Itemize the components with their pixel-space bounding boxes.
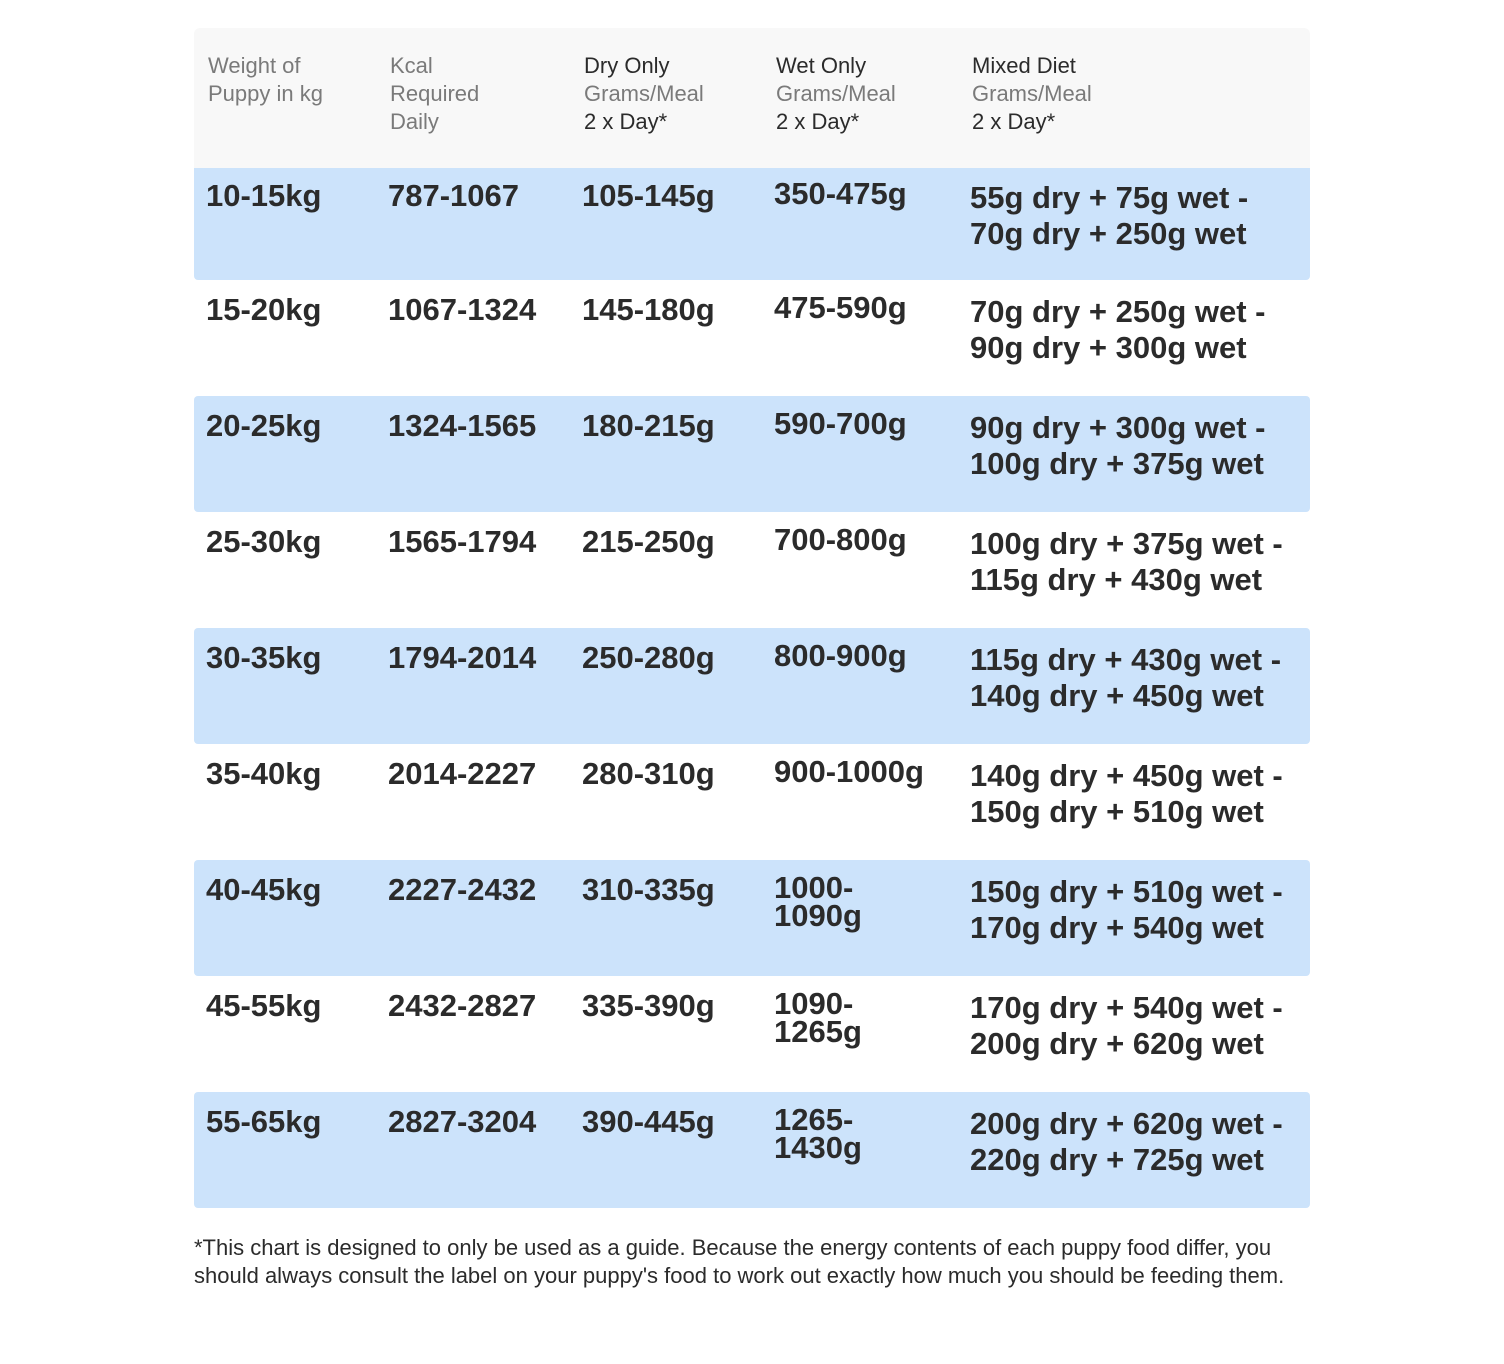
footnote: *This chart is designed to only be used as a guide. Because the energy contents of each puppy food differ, you should always consult the label on your puppy's food to work out exactly how much you should be feeding them. xyxy=(194,1235,1285,1288)
table-row xyxy=(194,628,1310,744)
cell-mixed-line1: 70g dry + 250g wet - xyxy=(970,294,1266,329)
cell-dry: 105-145g xyxy=(582,178,715,213)
cell-mixed-line1: 150g dry + 510g wet - xyxy=(970,874,1283,909)
cell-kcal: 2227-2432 xyxy=(388,872,537,907)
cell-kcal: 2432-2827 xyxy=(388,988,537,1023)
cell-mixed-line2: 200g dry + 620g wet xyxy=(970,1026,1264,1061)
cell-mixed xyxy=(958,758,1310,860)
cell-mixed xyxy=(958,294,1310,396)
cell-mixed xyxy=(958,1106,1310,1208)
cell-mixed-line2: 90g dry + 300g wet xyxy=(970,330,1247,365)
cell-kcal: 1565-1794 xyxy=(388,524,537,559)
feeding-table xyxy=(194,28,1310,1208)
cell-wet: 475-590g xyxy=(774,290,907,325)
table-row xyxy=(194,512,1310,628)
cell-weight: 20-25kg xyxy=(206,408,322,443)
cell-mixed xyxy=(958,410,1310,512)
table-row xyxy=(194,280,1310,396)
header-kcal: Kcal Required Daily xyxy=(390,53,480,134)
cell-dry: 335-390g xyxy=(582,988,715,1023)
table-body xyxy=(194,168,1310,1208)
cell-kcal: 1067-1324 xyxy=(388,292,537,327)
cell-wet: 1000- 1090g xyxy=(774,870,862,933)
cell-kcal: 2014-2227 xyxy=(388,756,537,791)
table-row xyxy=(194,976,1310,1092)
cell-mixed-line2: 220g dry + 725g wet xyxy=(970,1142,1264,1177)
cell-mixed xyxy=(958,990,1310,1092)
cell-mixed xyxy=(958,642,1310,744)
cell-mixed-line1: 140g dry + 450g wet - xyxy=(970,758,1283,793)
cell-dry: 180-215g xyxy=(582,408,715,443)
cell-wet: 350-475g xyxy=(774,176,907,211)
cell-mixed-line2: 70g dry + 250g wet xyxy=(970,216,1247,251)
cell-dry: 145-180g xyxy=(582,292,715,327)
table-header xyxy=(194,28,1310,168)
cell-weight: 15-20kg xyxy=(206,292,322,327)
table-row xyxy=(194,168,1310,280)
cell-wet: 900-1000g xyxy=(774,754,924,789)
cell-dry: 215-250g xyxy=(582,524,715,559)
cell-wet: 590-700g xyxy=(774,406,907,441)
cell-weight: 45-55kg xyxy=(206,988,322,1023)
cell-mixed-line2: 115g dry + 430g wet xyxy=(970,562,1263,597)
cell-mixed-line1: 100g dry + 375g wet - xyxy=(970,526,1283,561)
cell-wet: 800-900g xyxy=(774,638,907,673)
cell-dry: 250-280g xyxy=(582,640,715,675)
cell-weight: 55-65kg xyxy=(206,1104,322,1139)
cell-mixed xyxy=(958,874,1310,976)
cell-kcal: 2827-3204 xyxy=(388,1104,537,1139)
cell-mixed-line1: 90g dry + 300g wet - xyxy=(970,410,1266,445)
cell-kcal: 1794-2014 xyxy=(388,640,537,675)
cell-dry: 280-310g xyxy=(582,756,715,791)
table-row xyxy=(194,1092,1310,1208)
header-wet-only: Wet Only Grams/Meal 2 x Day* xyxy=(776,53,896,134)
cell-mixed xyxy=(958,180,1310,280)
cell-mixed-line1: 170g dry + 540g wet - xyxy=(970,990,1283,1025)
table-row xyxy=(194,744,1310,860)
table-row xyxy=(194,860,1310,976)
cell-mixed-line2: 150g dry + 510g wet xyxy=(970,794,1264,829)
cell-wet: 1090- 1265g xyxy=(774,986,862,1049)
header-dry-only: Dry Only Grams/Meal 2 x Day* xyxy=(584,53,704,134)
cell-dry: 310-335g xyxy=(582,872,715,907)
cell-mixed-line2: 100g dry + 375g wet xyxy=(970,446,1264,481)
cell-mixed-line1: 115g dry + 430g wet - xyxy=(970,642,1282,677)
cell-mixed xyxy=(958,526,1310,628)
cell-wet: 1265- 1430g xyxy=(774,1102,862,1165)
cell-mixed-line2: 170g dry + 540g wet xyxy=(970,910,1264,945)
header-weight: Weight of Puppy in kg xyxy=(208,53,323,106)
cell-weight: 10-15kg xyxy=(206,178,322,213)
cell-weight: 35-40kg xyxy=(206,756,322,791)
cell-mixed-line1: 200g dry + 620g wet - xyxy=(970,1106,1283,1141)
cell-mixed-line2: 140g dry + 450g wet xyxy=(970,678,1264,713)
cell-mixed-line1: 55g dry + 75g wet - xyxy=(970,180,1249,215)
table-row xyxy=(194,396,1310,512)
cell-weight: 40-45kg xyxy=(206,872,322,907)
cell-dry: 390-445g xyxy=(582,1104,715,1139)
cell-kcal: 1324-1565 xyxy=(388,408,537,443)
header-mixed-diet: Mixed Diet Grams/Meal 2 x Day* xyxy=(972,53,1092,134)
cell-weight: 25-30kg xyxy=(206,524,322,559)
cell-wet: 700-800g xyxy=(774,522,907,557)
cell-weight: 30-35kg xyxy=(206,640,322,675)
cell-kcal: 787-1067 xyxy=(388,178,520,213)
